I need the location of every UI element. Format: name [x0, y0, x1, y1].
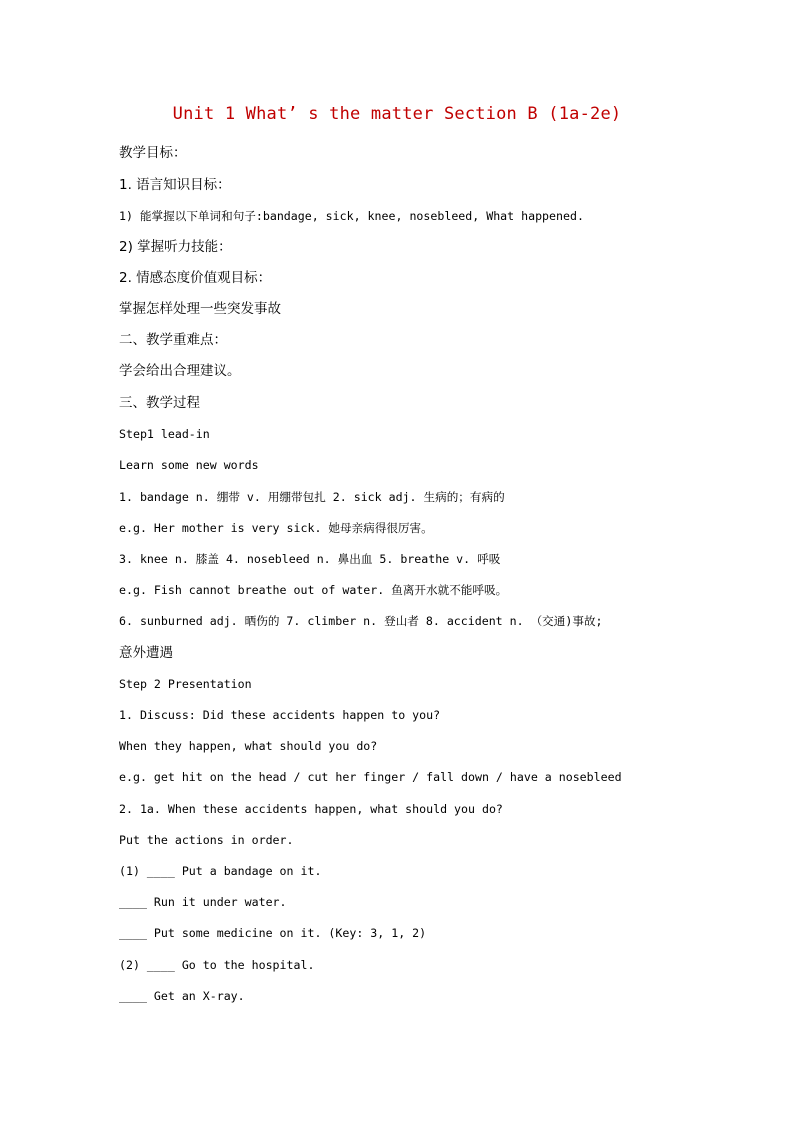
text-line: e.g. Fish cannot breathe out of water. 鱼离开水就不能呼吸。: [119, 583, 508, 597]
text-line: (2) ____ Go to the hospital.: [119, 958, 315, 972]
text-line: e.g. get hit on the head / cut her finger / fall down / have a nosebleed: [119, 770, 622, 784]
text-line: Put the actions in order.: [119, 833, 294, 847]
text-line: 2. 1a. When these accidents happen, what should you do?: [119, 802, 503, 816]
text-line: ____ Put some medicine on it. (Key: 3, 1, 2): [119, 926, 427, 940]
text-line: 2) 掌握听力技能：: [119, 239, 232, 255]
text-line: 意外遭遇: [119, 645, 173, 661]
text-line: 学会给出合理建议。: [119, 363, 241, 379]
text-line: ____ Get an X-ray.: [119, 989, 245, 1003]
text-line: 1. bandage n. 绷带 v. 用绷带包扎 2. sick adj. 生病的；有病的: [119, 490, 505, 504]
text-line: 1) 能掌握以下单词和句子:bandage, sick, knee, nosebleed, What happened.: [119, 209, 584, 223]
text-line: 三、教学过程: [119, 395, 200, 411]
text-line: ____ Run it under water.: [119, 895, 287, 909]
text-line: 2. 情感态度价值观目标：: [119, 270, 272, 286]
page-title: Unit 1 What’ s the matter Section B (1a-2e): [172, 104, 622, 124]
text-line: 二、教学重难点：: [119, 332, 227, 348]
text-line: 掌握怎样处理一些突发事故: [119, 301, 281, 317]
text-line: Step 2 Presentation: [119, 677, 252, 691]
text-line: e.g. Her mother is very sick. 她母亲病得很厉害。: [119, 521, 433, 535]
text-line: Learn some new words: [119, 458, 259, 472]
text-line: 1. Discuss: Did these accidents happen to you?: [119, 708, 441, 722]
text-line: Step1 lead-in: [119, 427, 210, 441]
text-line: 教学目标：: [119, 145, 187, 161]
text-line: 6. sunburned adj. 晒伤的 7. climber n. 登山者 8. accident n. （交通)事故;: [119, 614, 603, 628]
text-line: (1) ____ Put a bandage on it.: [119, 864, 322, 878]
text-line: 3. knee n. 膝盖 4. nosebleed n. 鼻出血 5. breathe v. 呼吸: [119, 552, 501, 566]
text-line: When they happen, what should you do?: [119, 739, 378, 753]
text-line: 1. 语言知识目标：: [119, 177, 231, 193]
